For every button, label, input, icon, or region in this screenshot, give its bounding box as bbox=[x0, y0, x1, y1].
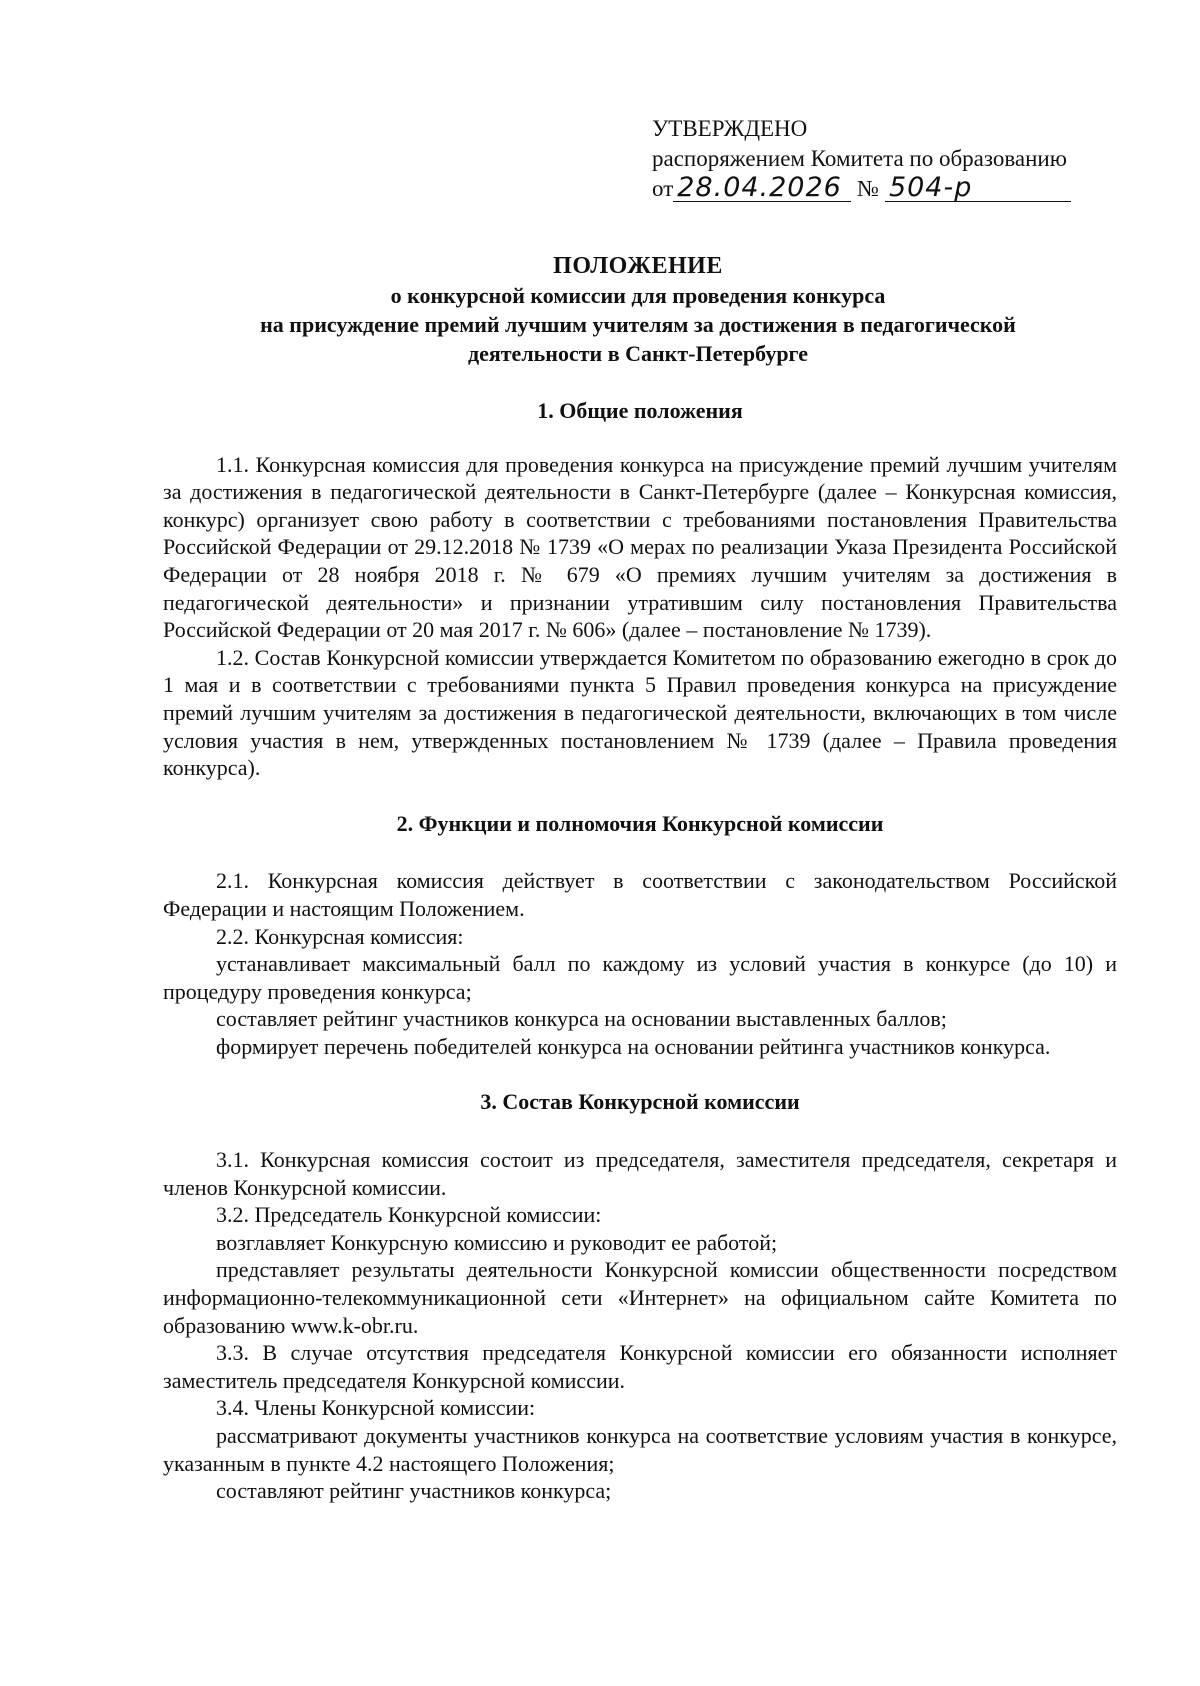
paragraph-2-1: 2.1. Конкурсная комиссия действует в соответствии с законодательством Российской Федерации и настоящим Положением. bbox=[163, 868, 1117, 921]
number-prefix: № bbox=[857, 176, 879, 201]
approval-by-line: распоряжением Комитета по образованию bbox=[652, 146, 1067, 171]
paragraph-3-4-a: рассматривают документы участников конкурса на соответствие условиям участия в конкурсе, указанным в пункте 4.2 настоящего Положения; bbox=[163, 1423, 1117, 1476]
document-body bbox=[163, 397, 1117, 1505]
section-heading-1: 1. Общие положения bbox=[537, 398, 743, 423]
title-line-3: деятельности в Санкт-Петербурге bbox=[467, 341, 809, 366]
paragraph-3-3: 3.3. В случае отсутствия председателя Конкурсной комиссии его обязанности исполняет заместитель председателя Конкурсной комиссии. bbox=[163, 1340, 1117, 1393]
paragraph-3-2: 3.2. Председатель Конкурсной комиссии: bbox=[216, 1202, 602, 1228]
approval-stamp bbox=[652, 114, 1122, 204]
document-title bbox=[150, 252, 1126, 368]
paragraph-3-1: 3.1. Конкурсная комиссия состоит из председателя, заместителя председателя, секретаря и членов Конкурсной комиссии. bbox=[163, 1147, 1117, 1200]
paragraph-3-2-b: представляет результаты деятельности Конкурсной комиссии общественности посредством информационно-телекоммуникационной сети «Интернет» на официальном сайте Комитета по образованию www.k-obr.ru. bbox=[163, 1257, 1117, 1338]
approval-date-number-line bbox=[652, 174, 1122, 204]
handwritten-date: 28.04.2026 bbox=[673, 175, 851, 202]
section-heading-3: 3. Состав Конкурсной комиссии bbox=[480, 1089, 800, 1115]
approval-word: УТВЕРЖДЕНО bbox=[652, 116, 808, 141]
paragraph-2-2-c: формирует перечень победителей конкурса на основании рейтинга участников конкурса. bbox=[216, 1033, 1051, 1059]
title-line-2: на присуждение премий лучшим учителям за достижения в педагогической bbox=[260, 312, 1016, 337]
title-main: ПОЛОЖЕНИЕ bbox=[553, 253, 723, 279]
paragraph-2-2: 2.2. Конкурсная комиссия: bbox=[216, 923, 464, 949]
section-heading-2: 2. Функции и полномочия Конкурсной комиссии bbox=[396, 810, 884, 836]
paragraph-1-2: 1.2. Состав Конкурсной комиссии утверждается Комитетом по образованию ежегодно в срок до 1 мая и в соответствии с требованиями пункта 5 Правил проведения конкурса на присуждение премий лучшим учителям за достижения в педагогической деятельности, включающих в том числе условия участия в нем, утвержденных постановлением № 1739 (далее – Правила проведения конкурса). bbox=[163, 644, 1117, 781]
handwritten-number: 504-р bbox=[885, 175, 1071, 202]
paragraph-2-2-b: составляет рейтинг участников конкурса на основании выставленных баллов; bbox=[216, 1006, 947, 1032]
paragraph-3-4-b: составляют рейтинг участников конкурса; bbox=[216, 1478, 612, 1504]
paragraph-3-4: 3.4. Члены Конкурсной комиссии: bbox=[216, 1395, 536, 1421]
date-prefix: от bbox=[652, 176, 674, 201]
paragraph-2-2-a: устанавливает максимальный балл по каждому из условий участия в конкурсе (до 10) и процедуру проведения конкурса; bbox=[163, 951, 1117, 1004]
title-line-1: о конкурсной комиссии для проведения конкурса bbox=[390, 283, 886, 308]
paragraph-3-2-a: возглавляет Конкурсную комиссию и руководит ее работой; bbox=[216, 1229, 778, 1255]
paragraph-1-1: 1.1. Конкурсная комиссия для проведения конкурса на присуждение премий лучшим учителям за достижения в педагогической деятельности в Санкт-Петербурге (далее – Конкурсная комиссия, конкурс) организует свою работу в соответствии с требованиями постановления Правительства Российской Федерации от 29.12.2018 № 1739 «О мерах по реализации Указа Президента Российской Федерации от 28 ноября 2018 г. № 679 «О премиях лучшим учителям за достижения в педагогической деятельности» и признании утратившим силу постановления Правительства Российской Федерации от 20 мая 2017 г. № 606» (далее – постановление № 1739). bbox=[163, 451, 1117, 643]
